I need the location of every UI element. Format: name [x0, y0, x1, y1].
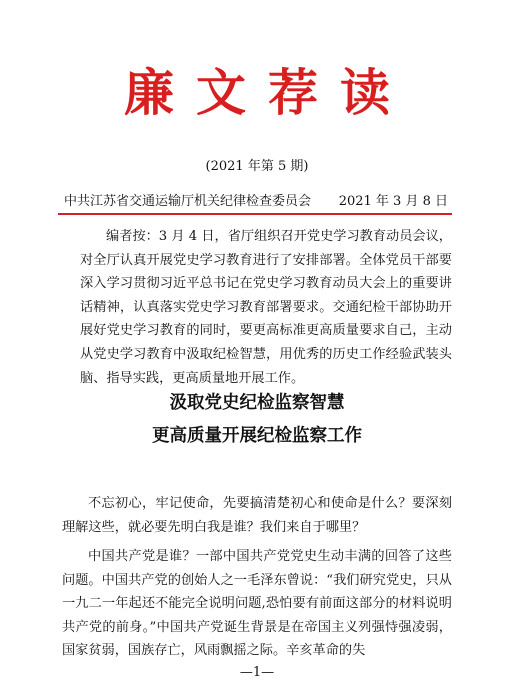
issue-date: 2021 年 3 月 8 日 — [338, 194, 448, 209]
body-paragraph: 中国共产党是谁？一部中国共产党党史生动丰满的回答了这些问题。中国共产党的创始人之一毛泽东曾说：“我们研究党史，只从一九二一年起还不能完全说明问题,恐怕要有前面这部分的材料说明共产党的前身。”中国共产党诞生背景是在帝国主义列强恃强凌弱，国家贫弱，国族存亡，风雨飘摇之际。辛亥革命的失 — [62, 549, 452, 659]
red-divider-rule — [58, 213, 452, 215]
issue-number: (2021 年第 5 期) — [205, 159, 309, 174]
body-paragraph: 不忘初心，牢记使命，先要搞清楚初心和使命是什么？要深刻理解这些，就必要先明白我是谁？我们来自于哪里？ — [62, 496, 452, 535]
editor-note: 编者按：3 月 4 日，省厅组织召开党史学习教育动员会议，对全厅认真开展党史学习教育进行了安排部署。全体党员干部要深入学习贯彻习近平总书记在党史学习教育动员大会上的重要讲话精神，认真落实党史学习教育部署要求。交通纪检干部协助开展好党史学习教育的同时，要更高标准更高质量要求自己，主动从党史学习教育中汲取纪检智慧，用优秀的历史工作经验武装头脑、指导实践，更高质量地开展工作。 — [80, 229, 452, 386]
article-title-line-2: 更高质量开展纪检监察工作 — [152, 426, 362, 446]
issuer-name: 中共江苏省交通运输厅机关纪律检查委员会 — [64, 194, 312, 209]
masthead-title: 廉文荐读 — [124, 63, 412, 122]
issuer-row — [64, 193, 448, 211]
page-number: —1— — [239, 665, 275, 680]
article-title-line-1: 汲取党史纪检监察智慧 — [169, 393, 345, 413]
